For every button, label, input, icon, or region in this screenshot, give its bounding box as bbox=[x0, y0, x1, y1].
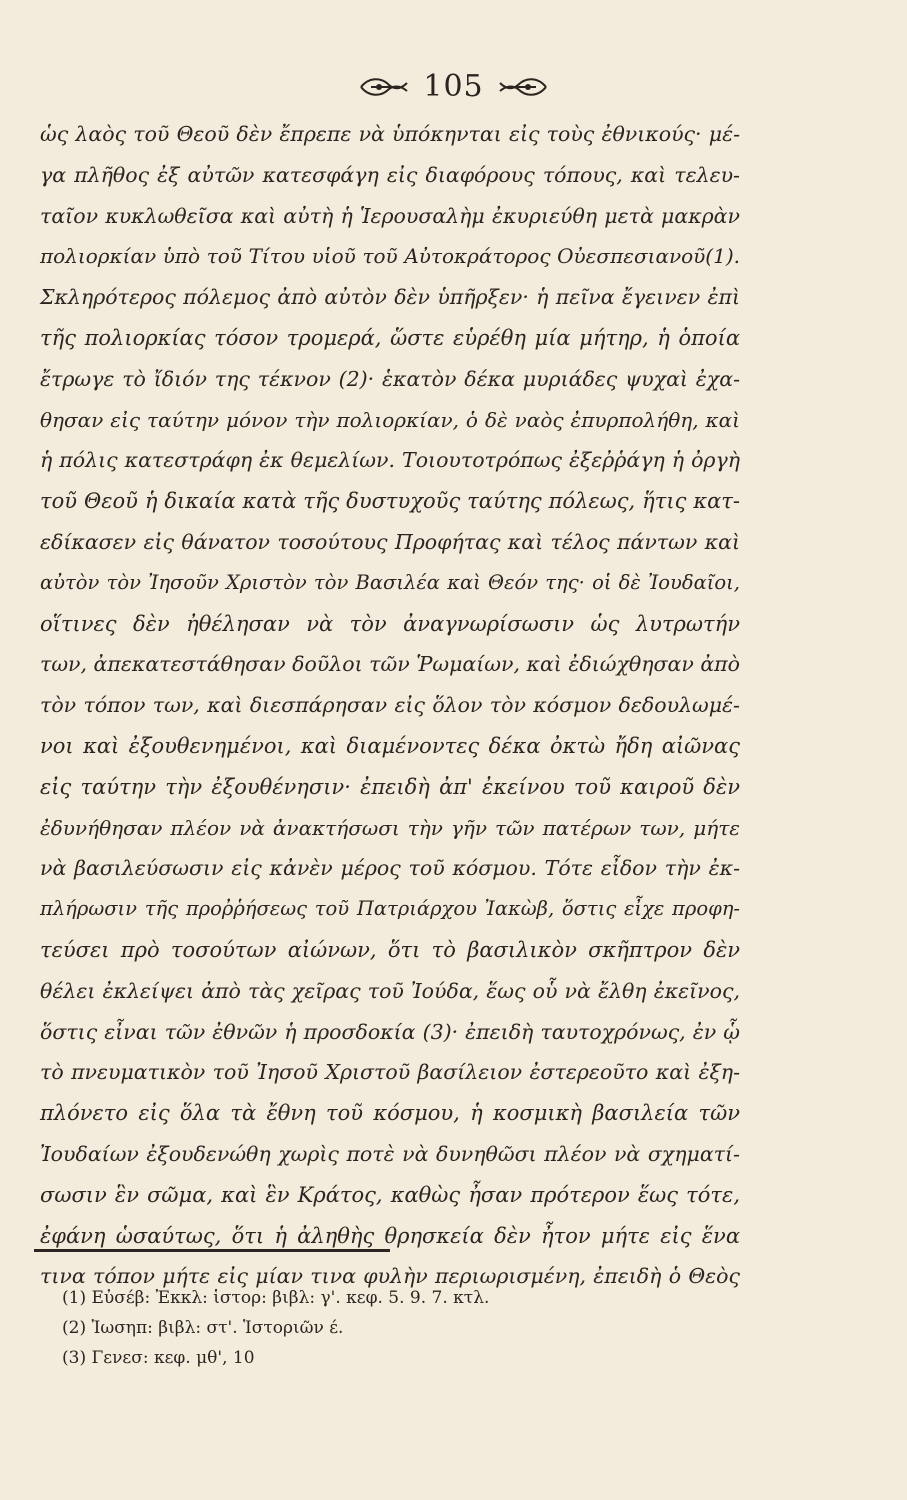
text-line: τῆς πολιορκίας τόσον τρομερά, ὥστε εὑρέθη μία μήτηρ, ἡ ὁποία bbox=[40, 325, 740, 350]
text-line: των, ἀπεκατεστάθησαν δοῦλοι τῶν Ῥωμαίων, καὶ ἐδιώχθησαν ἀπὸ bbox=[40, 652, 740, 677]
footnote: (1) Εὐσέβ: Ἐκκλ: ἱστορ: βιβλ: γ'. κεφ. 5. 9. 7. κτλ. bbox=[62, 1288, 490, 1308]
text-line: εδίκασεν εἰς θάνατον τοσούτους Προφήτας καὶ τέλος πάντων καὶ bbox=[40, 529, 740, 554]
right-ornament-icon bbox=[498, 75, 548, 99]
text-line: τεύσει πρὸ τοσούτων αἰώνων, ὅτι τὸ βασιλικὸν σκῆπτρον δὲν bbox=[40, 937, 740, 962]
text-line: ὅστις εἶναι τῶν ἐθνῶν ἡ προσδοκία (3)· ἐπειδὴ ταυτοχρόνως, ἐν ᾧ bbox=[40, 1019, 740, 1044]
text-line: θέλει ἐκλείψει ἀπὸ τὰς χεῖρας τοῦ Ἰούδα, ἕως οὗ νὰ ἔλθη ἐκεῖνος, bbox=[40, 978, 740, 1003]
footnote: (3) Γενεσ: κεφ. μθ', 10 bbox=[62, 1348, 255, 1368]
text-line: νοι καὶ ἐξουθενημένοι, καὶ διαμένοντες δέκα ὀκτὼ ἤδη αἰῶνας bbox=[40, 733, 740, 758]
text-line: ἔτρωγε τὸ ἴδιόν της τέκνον (2)· ἑκατὸν δέκα μυριάδες ψυχαὶ ἐχα- bbox=[40, 366, 740, 391]
body-text bbox=[40, 114, 740, 1297]
text-line: θησαν εἰς ταύτην μόνον τὴν πολιορκίαν, ὁ δὲ ναὸς ἐπυρπολήθη, καὶ bbox=[40, 407, 740, 432]
text-line: ἐφάνη ὡσαύτως, ὅτι ἡ ἀληθὴς θρησκεία δὲν ἦτον μήτε εἰς ἕνα bbox=[40, 1223, 740, 1248]
text-line: ταῖον κυκλωθεῖσα καὶ αὐτὴ ἡ Ἱερουσαλὴμ ἐκυριεύθη μετὰ μακρὰν bbox=[40, 203, 740, 228]
text-line: εἰς ταύτην τὴν ἐξουθένησιν· ἐπειδὴ ἀπ' ἐκείνου τοῦ καιροῦ δὲν bbox=[40, 774, 740, 799]
text-line: τὸ πνευματικὸν τοῦ Ἰησοῦ Χριστοῦ βασίλειον ἐστερεοῦτο καὶ ἐξη- bbox=[40, 1060, 740, 1085]
text-line: πλόνετο εἰς ὅλα τὰ ἔθνη τοῦ κόσμου, ἡ κοσμικὴ βασιλεία τῶν bbox=[40, 1101, 740, 1126]
footnote: (2) Ἰωσηπ: βιβλ: στ'. Ἱστοριῶν έ. bbox=[62, 1318, 344, 1338]
text-line: ὡς λαὸς τοῦ Θεοῦ δὲν ἔπρεπε νὰ ὑπόκηνται εἰς τοὺς ἐθνικούς· μέ- bbox=[40, 122, 740, 146]
footnotes bbox=[62, 1283, 489, 1373]
text-line: πολιορκίαν ὑπὸ τοῦ Τίτου υἱοῦ τοῦ Αὐτοκράτορος Οὐεσπεσιανοῦ(1). bbox=[40, 244, 740, 269]
text-line: σωσιν ἓν σῶμα, καὶ ἓν Κράτος, καθὼς ἦσαν πρότερον ἕως τότε, bbox=[40, 1182, 740, 1207]
left-ornament-icon bbox=[359, 75, 409, 99]
text-line: ἐδυνήθησαν πλέον νὰ ἀνακτήσωσι τὴν γῆν τῶν πατέρων των, μήτε bbox=[40, 815, 740, 840]
text-line: οἵτινες δὲν ἠθέλησαν νὰ τὸν ἀναγνωρίσωσιν ὡς λυτρωτήν bbox=[40, 611, 740, 636]
text-line: τινα τόπον μήτε εἰς μίαν τινα φυλὴν περιωρισμένη, ἐπειδὴ ὁ Θεὸς bbox=[40, 1264, 740, 1289]
text-line: Ἰουδαίων ἐξουδενώθη χωρὶς ποτὲ νὰ δυνηθῶσι πλέον νὰ σχηματί- bbox=[40, 1141, 740, 1166]
text-line: πλήρωσιν τῆς προῤῥήσεως τοῦ Πατριάρχου Ἰακὼβ, ὅστις εἶχε προφη- bbox=[40, 897, 740, 921]
text-line: Σκληρότερος πόλεμος ἀπὸ αὐτὸν δὲν ὑπῆρξεν· ἡ πεῖνα ἔγεινεν ἐπὶ bbox=[40, 285, 740, 310]
text-line: τὸν τόπον των, καὶ διεσπάρησαν εἰς ὅλον τὸν κόσμον δεδουλωμέ- bbox=[40, 693, 740, 718]
text-line: νὰ βασιλεύσωσιν εἰς κἀνὲν μέρος τοῦ κόσμου. Τότε εἶδον τὴν ἐκ- bbox=[40, 856, 740, 881]
page-header bbox=[0, 69, 907, 104]
footnote-rule bbox=[34, 1249, 390, 1252]
text-line: ἡ πόλις κατεστράφη ἐκ θεμελίων. Τοιουτοτρόπως ἐξεῤῥάγη ἡ ὀργὴ bbox=[40, 448, 740, 473]
text-line: γα πλῆθος ἐξ αὐτῶν κατεσφάγη εἰς διαφόρους τόπους, καὶ τελευ- bbox=[40, 162, 740, 187]
text-line: αὐτὸν τὸν Ἰησοῦν Χριστὸν τὸν Βασιλέα καὶ Θεόν της· οἱ δὲ Ἰουδαῖοι, bbox=[40, 570, 740, 594]
page-number: 105 bbox=[423, 69, 484, 104]
text-line: τοῦ Θεοῦ ἡ δικαία κατὰ τῆς δυστυχοῦς ταύτης πόλεως, ἥτις κατ- bbox=[40, 489, 740, 514]
